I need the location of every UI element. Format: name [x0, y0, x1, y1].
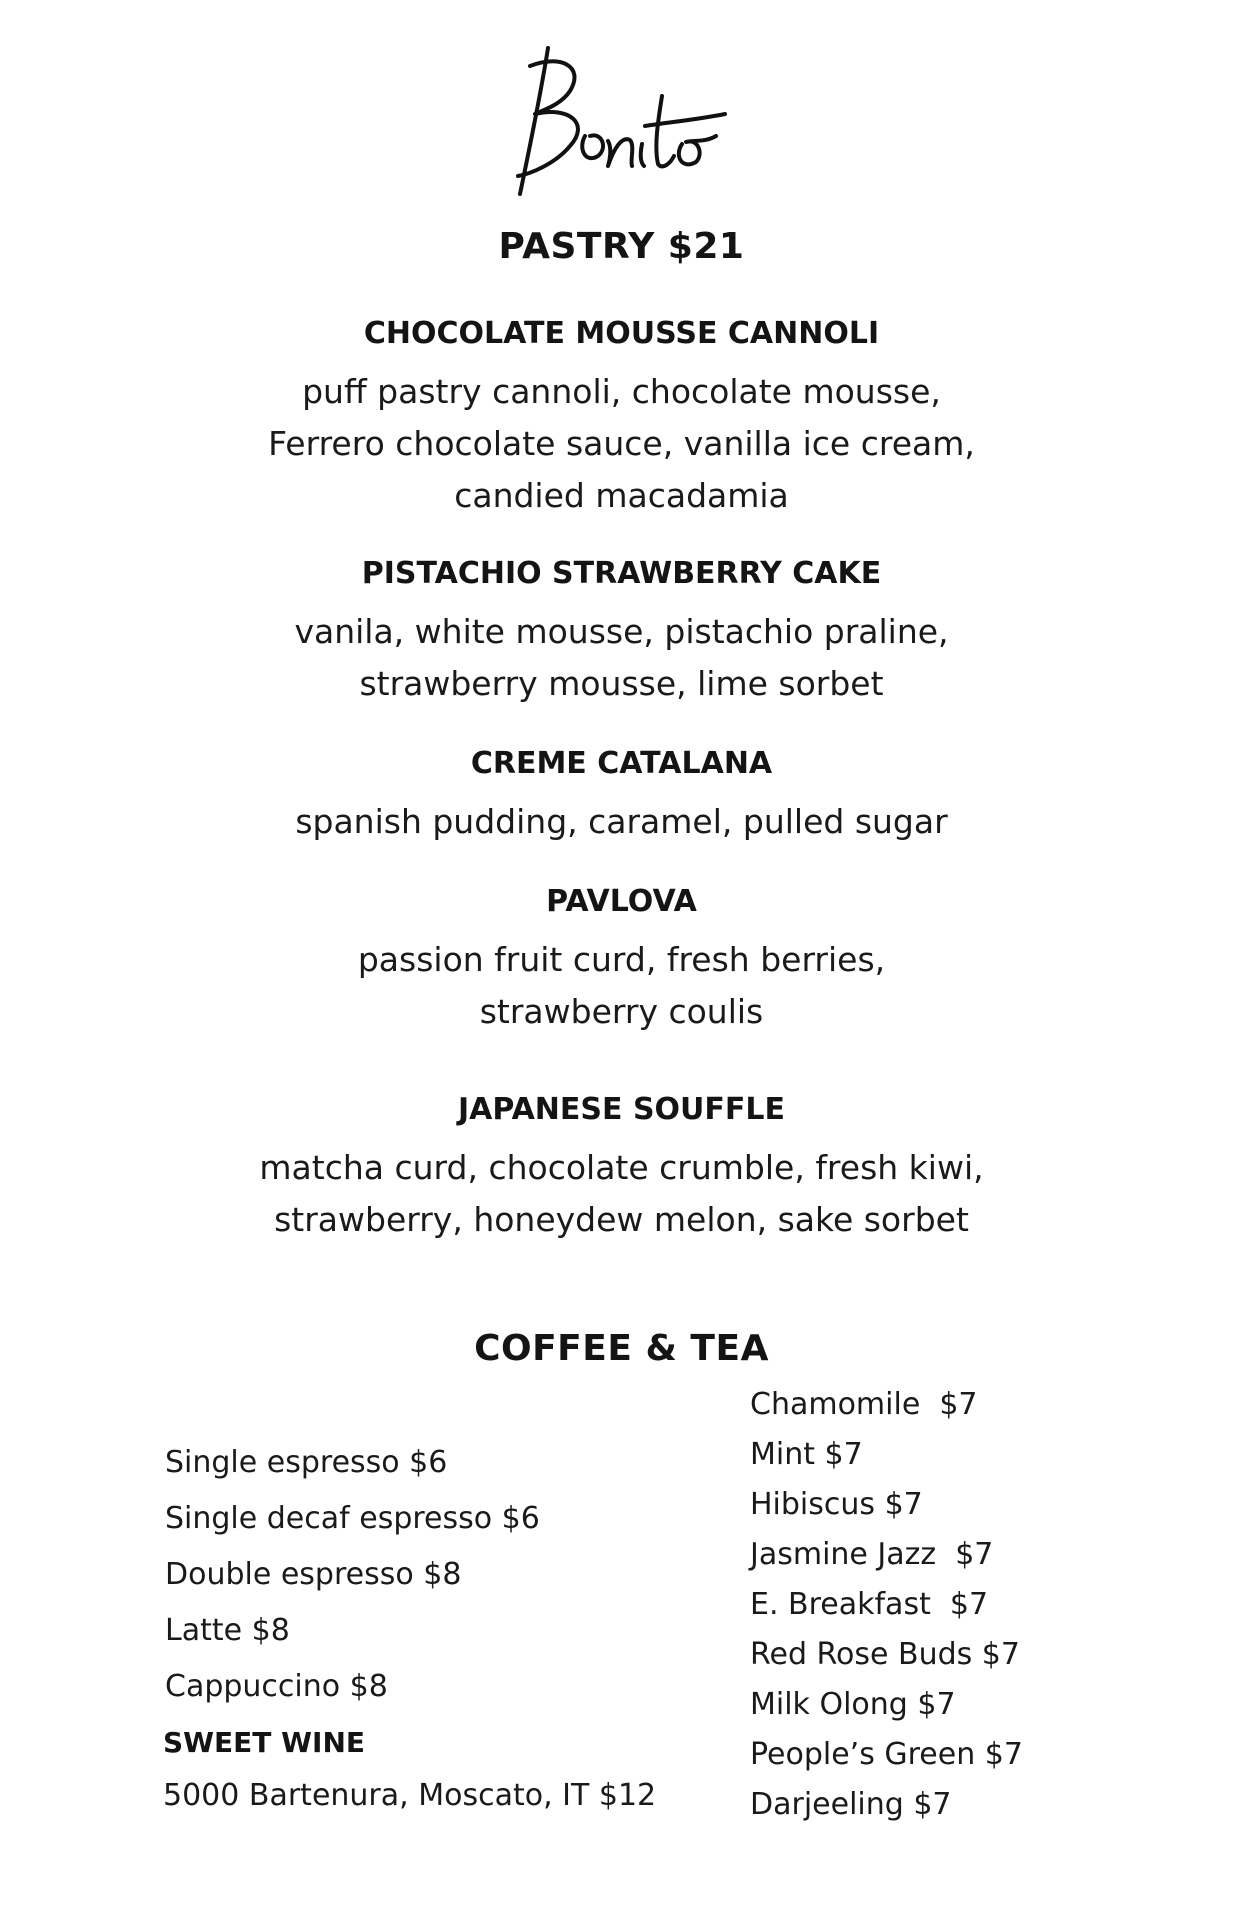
tea-item: Mint $7: [750, 1437, 863, 1472]
sweet-wine-item: 5000 Bartenura, Moscato, IT $12: [163, 1778, 657, 1813]
tea-item: Red Rose Buds $7: [750, 1637, 1020, 1672]
item-description: puff pastry cannoli, chocolate mousse, Ferrero chocolate sauce, vanilla ice cream, candied macadamia: [268, 372, 975, 515]
menu-item: [0, 746, 1243, 848]
tea-item: Darjeeling $7: [750, 1787, 952, 1822]
coffee-item: Latte $8: [165, 1613, 290, 1648]
bonito-logo: [490, 36, 740, 206]
coffee-tea-title: COFFEE & TEA: [474, 1328, 769, 1369]
tea-item: Hibiscus $7: [750, 1487, 923, 1522]
coffee-item: Cappuccino $8: [165, 1669, 388, 1704]
coffee-item: Single decaf espresso $6: [165, 1501, 540, 1536]
pastry-title: PASTRY $21: [498, 226, 745, 267]
item-description: spanish pudding, caramel, pulled sugar: [295, 802, 948, 841]
coffee-item: Double espresso $8: [165, 1557, 462, 1592]
item-description: matcha curd, chocolate crumble, fresh kiwi, strawberry, honeydew melon, sake sorbet: [259, 1148, 984, 1239]
tea-item: Jasmine Jazz $7: [750, 1537, 994, 1572]
item-name: CHOCOLATE MOUSSE CANNOLI: [363, 316, 880, 351]
menu-item: [0, 884, 1243, 1038]
item-name: PAVLOVA: [546, 884, 697, 919]
tea-item: Milk Olong $7: [750, 1687, 956, 1722]
item-name: PISTACHIO STRAWBERRY CAKE: [361, 556, 882, 591]
bonito-script-logo-icon: [490, 36, 740, 206]
sweet-wine-title: SWEET WINE: [163, 1726, 366, 1759]
coffee-list: [165, 1435, 540, 1715]
tea-item: E. Breakfast $7: [750, 1587, 989, 1622]
menu-item: [0, 316, 1243, 522]
coffee-item: Single espresso $6: [165, 1445, 448, 1480]
item-name: CREME CATALANA: [470, 746, 773, 781]
menu-item: [0, 1092, 1243, 1246]
tea-item: People’s Green $7: [750, 1737, 1023, 1772]
tea-list: [750, 1380, 1023, 1830]
item-description: vanila, white mousse, pistachio praline, strawberry mousse, lime sorbet: [294, 612, 949, 703]
tea-item: Chamomile $7: [750, 1387, 978, 1422]
item-name: JAPANESE SOUFFLE: [457, 1092, 786, 1127]
menu-item: [0, 556, 1243, 710]
item-description: passion fruit curd, fresh berries, strawberry coulis: [357, 940, 886, 1031]
